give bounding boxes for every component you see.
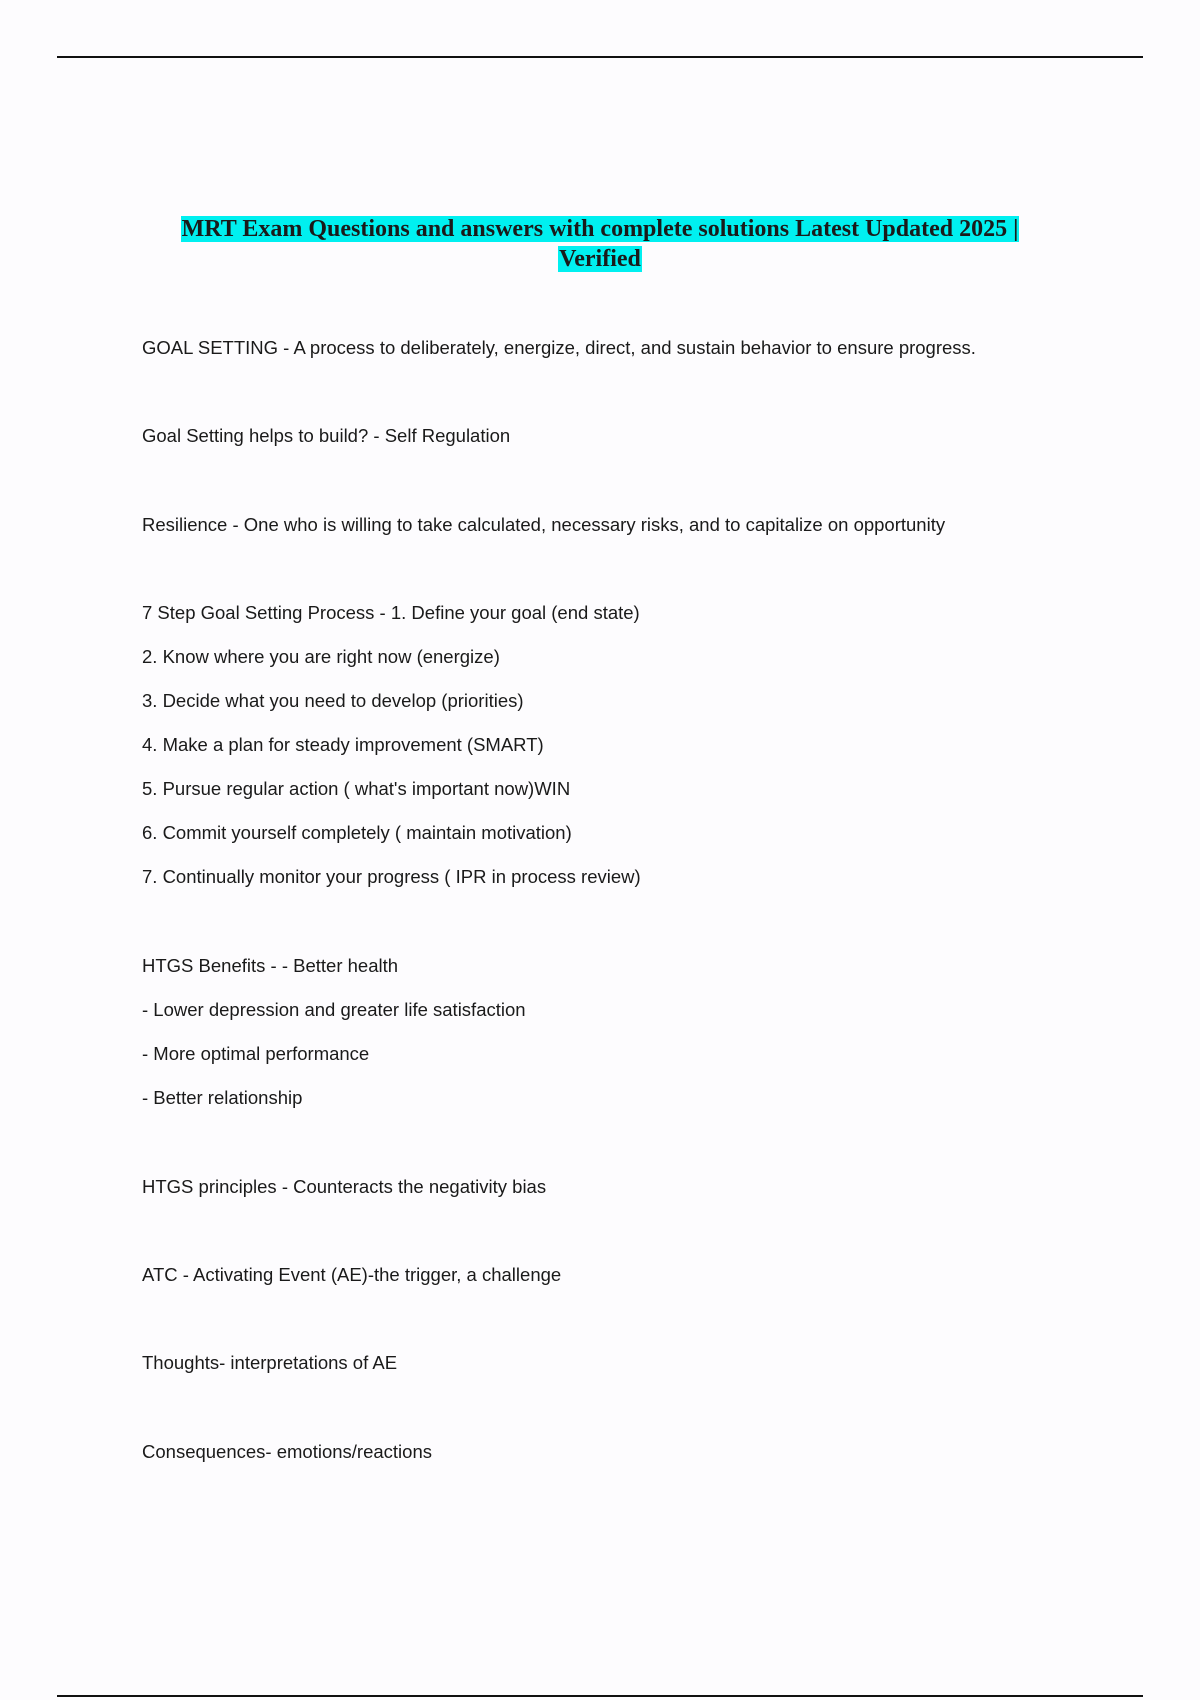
definition-consequences: Consequences- emotions/reactions: [142, 1441, 432, 1462]
title-line-1: MRT Exam Questions and answers with complete solutions Latest Updated 2025 |: [181, 216, 1019, 242]
seven-step-process-step-5: 5. Pursue regular action ( what's important now)WIN: [142, 778, 571, 799]
seven-step-process-step-6: 6. Commit yourself completely ( maintain motivation): [142, 822, 572, 843]
seven-step-process-step-7: 7. Continually monitor your progress ( IPR in process review): [142, 866, 641, 887]
htgs-benefits-item-2: - Lower depression and greater life satisfaction: [142, 999, 526, 1020]
seven-step-process-step-4: 4. Make a plan for steady improvement (SMART): [142, 734, 544, 755]
definition-atc: ATC - Activating Event (AE)-the trigger, a challenge: [142, 1264, 562, 1285]
definition-goal-setting-helps: Goal Setting helps to build? - Self Regulation: [142, 425, 511, 446]
definition-htgs-principles: HTGS principles - Counteracts the negativity bias: [142, 1176, 547, 1197]
bottom-rule: [57, 1695, 1143, 1697]
title-line-2: Verified: [559, 246, 641, 272]
top-rule: [57, 56, 1143, 58]
document-title: [120, 214, 1080, 274]
htgs-benefits-item-4: - Better relationship: [142, 1087, 303, 1108]
htgs-benefits-item-3: - More optimal performance: [142, 1043, 370, 1064]
seven-step-process-step-3: 3. Decide what you need to develop (priorities): [142, 690, 524, 711]
htgs-benefits-item-1: HTGS Benefits - - Better health: [142, 955, 399, 976]
definition-thoughts: Thoughts- interpretations of AE: [142, 1352, 398, 1373]
definition-resilience: Resilience - One who is willing to take calculated, necessary risks, and to capitalize on opportunity: [142, 514, 946, 535]
definition-goal-setting: GOAL SETTING - A process to deliberately, energize, direct, and sustain behavior to ensure progress.: [142, 337, 976, 358]
seven-step-process-step-2: 2. Know where you are right now (energize): [142, 646, 500, 667]
seven-step-process-step-1: 7 Step Goal Setting Process - 1. Define your goal (end state): [142, 602, 640, 623]
